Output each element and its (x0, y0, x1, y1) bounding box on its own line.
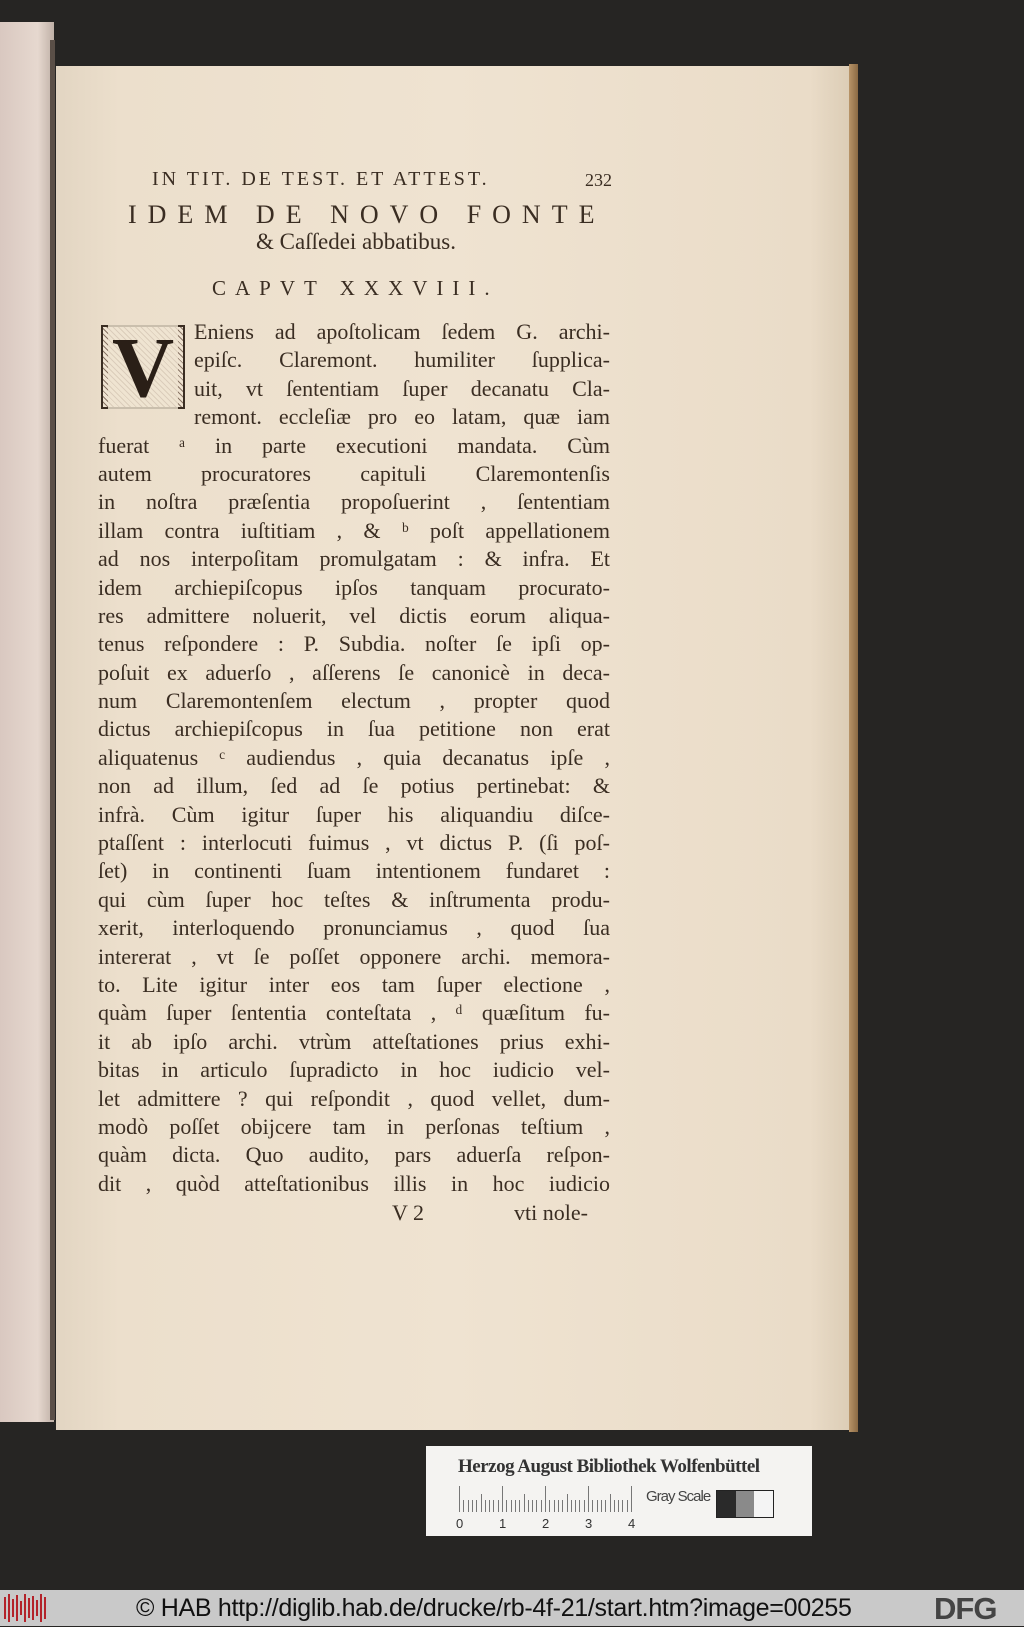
gray-scale-label: Gray Scale (646, 1488, 711, 1505)
text-line: ad nos interpoſitam promulgatam : & infra. Et (98, 546, 610, 572)
ruler-tick (558, 1500, 559, 1512)
text-line: idem archiepiſcopus ipſos tanquam procurato- (98, 574, 610, 600)
text-line: uit, vt ſententiam ſuper decanatu Cla- (194, 375, 610, 401)
text-line: non ad illum, ſed ad ſe potius pertinebat: & (98, 773, 610, 799)
logo-bar (44, 1597, 46, 1619)
ruler-tick (627, 1500, 628, 1512)
ruler-tick (541, 1500, 542, 1512)
logo-bar (24, 1594, 26, 1622)
library-name: Herzog August Bibliothek Wolfenbüttel (458, 1456, 760, 1477)
chapter-heading: CAPVT XXXVIII. (212, 276, 499, 300)
ruler-tick (511, 1500, 512, 1512)
text-line: remont. eccleſiæ pro eo latam, quæ iam (194, 404, 610, 430)
page-fore-edge (849, 64, 858, 1432)
library-color-card (426, 1446, 812, 1536)
logo-bar (8, 1594, 10, 1622)
logo-bar (28, 1598, 30, 1618)
ruler-tick (597, 1500, 598, 1512)
ruler-tick (502, 1486, 503, 1512)
text-line: infrà. Cùm igitur ſuper his aliquandiu diſce- (98, 801, 610, 827)
ruler-tick (584, 1500, 585, 1512)
initial-letter: V (108, 325, 178, 409)
ruler-tick (506, 1500, 507, 1512)
section-title: IDEM DE NOVO FONTE (128, 200, 606, 229)
text-line: bitas in articulo ſupradicto in hoc iudicio vel- (98, 1057, 610, 1083)
text-line: ptaſſent : interlocuti fuimus , vt dictus P. (ſi poſ- (98, 830, 610, 856)
ruler-tick (536, 1500, 537, 1512)
ruler-tick (481, 1494, 482, 1512)
text-line: poſuit ex aduerſo , aſſerens ſe canonicè in deca- (98, 659, 610, 685)
text-line: modò poſſet obijcere tam in perſonas teſtium , (98, 1113, 610, 1139)
ruler-tick (579, 1500, 580, 1512)
logo-bar (32, 1596, 34, 1620)
text-line: quàm dicta. Quo audito, pars aduerſa reſpon- (98, 1142, 610, 1168)
logo-bar (16, 1595, 18, 1621)
ruler-tick (618, 1500, 619, 1512)
text-line: dictus archiepiſcopus in ſua petitione non erat (98, 716, 610, 742)
ruler-tick (498, 1500, 499, 1512)
text-line: epiſc. Claremont. humiliter ſupplica- (194, 347, 610, 373)
ruler-tick (562, 1500, 563, 1512)
ruler-number: 4 (628, 1516, 636, 1531)
ruler-tick (605, 1500, 606, 1512)
text-line: ſet) in continenti ſuam intentionem fundaret : (98, 858, 610, 884)
text-line: aliquatenus ᶜ audiendus , quia decanatus ipſe , (98, 744, 610, 770)
logo-bar (12, 1599, 14, 1617)
ruler-tick (476, 1500, 477, 1512)
text-line: num Claremontenſem electum , propter quod (98, 688, 610, 714)
ruler-tick (575, 1500, 576, 1512)
ruler-tick (614, 1500, 615, 1512)
ruler-tick (601, 1500, 602, 1512)
section-subtitle: & Caſſedei abbatibus. (256, 229, 456, 254)
ruler-tick (515, 1500, 516, 1512)
ruler-tick (485, 1500, 486, 1512)
signature-mark: V 2 (392, 1200, 424, 1225)
ruler-tick (459, 1486, 460, 1512)
text-line: Eniens ad apoſtolicam ſedem G. archi- (194, 319, 610, 344)
text-line: dit , quòd atteſtationibus illis in hoc iudicio (98, 1170, 610, 1196)
text-line: to. Lite igitur inter eos tam ſuper electione , (98, 971, 610, 997)
text-line: tenus reſpondere : P. Subdia. noſter ſe ipſi op- (98, 631, 610, 657)
text-line: quàm ſuper ſententia conteſtata , ᵈ quæſitum fu- (98, 1000, 610, 1026)
logo-bar (4, 1597, 6, 1619)
ruler-tick (463, 1500, 464, 1512)
catchword: vti nole- (514, 1200, 588, 1225)
hab-logo-icon[interactable] (4, 1594, 46, 1622)
ruler-tick (571, 1500, 572, 1512)
text-line: it ab ipſo archi. vtrùm atteſtationes prius exhi- (98, 1028, 610, 1054)
swatch-mid (736, 1491, 755, 1517)
text-line: xerit, interloquendo pronunciamus , quod ſua (98, 915, 610, 941)
ruler-tick (472, 1500, 473, 1512)
text-line: illam contra iuſtitiam , & ᵇ poſt appellationem (98, 517, 610, 543)
ruler-tick (631, 1486, 632, 1512)
ruler-tick (545, 1486, 546, 1512)
ruler-tick (468, 1500, 469, 1512)
text-line: let admittere ? qui reſpondit , quod vellet, dum- (98, 1085, 610, 1111)
ruler-tick (610, 1494, 611, 1512)
ruler-tick (622, 1500, 623, 1512)
ruler-tick (554, 1500, 555, 1512)
ruler-number: 1 (499, 1516, 507, 1531)
ruler-scale (459, 1486, 627, 1512)
running-head: IN TIT. DE TEST. ET ATTEST. (152, 168, 490, 190)
page-number: 232 (585, 170, 612, 190)
logo-bar (40, 1594, 42, 1622)
ruler-number: 2 (542, 1516, 550, 1531)
ruler-tick (493, 1500, 494, 1512)
gray-scale-swatches (716, 1490, 774, 1518)
ruler-number: 0 (456, 1516, 464, 1531)
copyright-url-link[interactable]: © HAB http://diglib.hab.de/drucke/rb-4f-21/start.htm?image=00255 (136, 1594, 852, 1622)
text-line: res admittere noluerit, vel dictis eorum aliqua- (98, 602, 610, 628)
logo-bar (36, 1600, 38, 1616)
ruler-tick (489, 1500, 490, 1512)
swatch-dark (717, 1491, 736, 1517)
ruler-tick (528, 1500, 529, 1512)
ruler-tick (524, 1494, 525, 1512)
body-text (98, 318, 610, 1198)
ruler-tick (588, 1486, 589, 1512)
ruler-number: 3 (585, 1516, 593, 1531)
text-line: autem procuratores capituli Claremontenſis (98, 460, 610, 486)
dfg-logo[interactable]: DFG (934, 1591, 997, 1626)
logo-bar (20, 1601, 22, 1615)
text-line: intererat , vt ſe poſſet opponere archi. memora- (98, 943, 610, 969)
ruler-tick (567, 1494, 568, 1512)
text-line: qui cùm ſuper hoc teſtes & inſtrumenta produ- (98, 886, 610, 912)
ruler-tick (519, 1500, 520, 1512)
ruler-tick (549, 1500, 550, 1512)
text-line: in noſtra præſentia propoſuerint , ſententiam (98, 489, 610, 515)
footer-bar (0, 1590, 1024, 1626)
ruler-tick (592, 1500, 593, 1512)
ruler-tick (532, 1500, 533, 1512)
swatch-light (754, 1491, 773, 1517)
text-line: fuerat ᵃ in parte executioni mandata. Cùm (98, 432, 610, 458)
